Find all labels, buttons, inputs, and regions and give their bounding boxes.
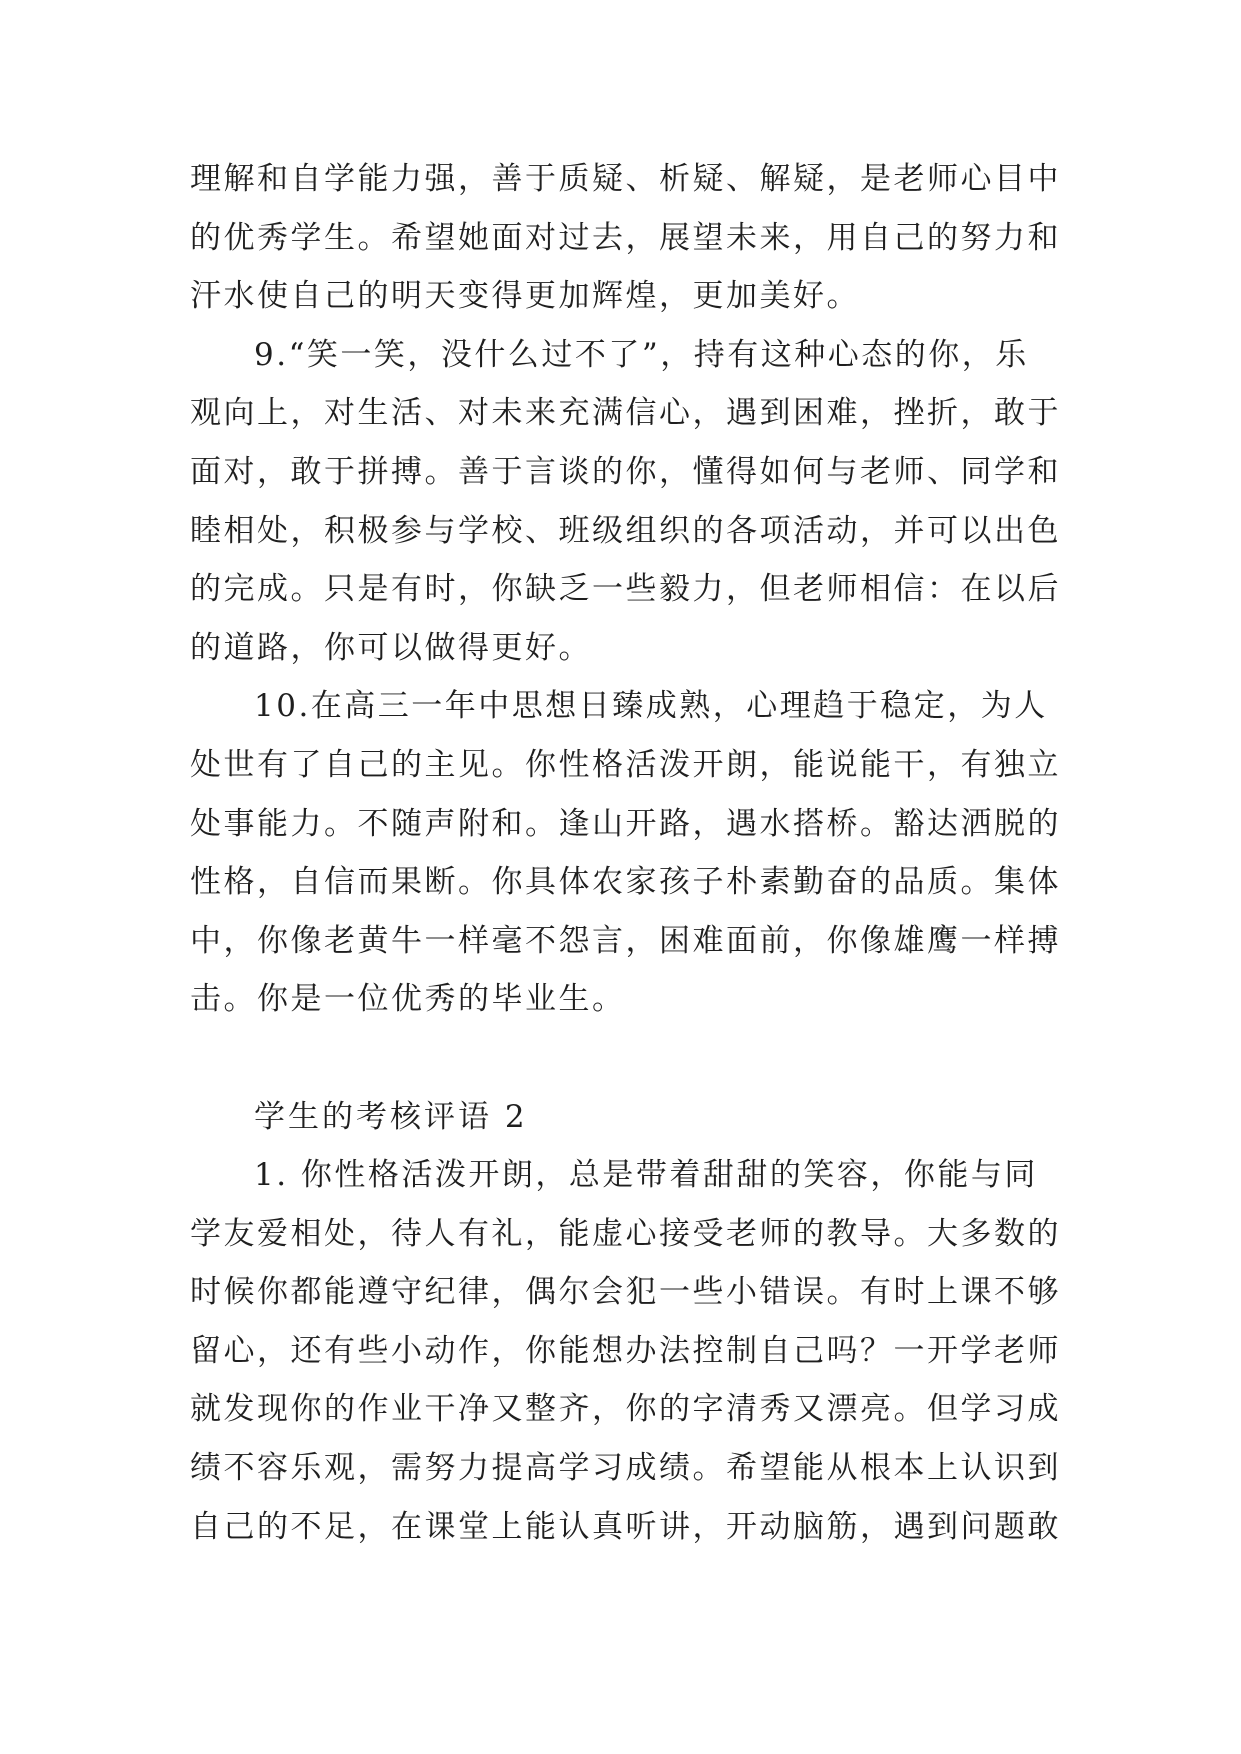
paragraph-line: 绩不容乐观，需努力提高学习成绩。希望能从根本上认识到 [190, 1450, 1061, 1487]
paragraph-line: 理解和自学能力强，善于质疑、析疑、解疑，是老师心目中 [190, 161, 1061, 197]
paragraph-line: 击。你是一位优秀的毕业生。 [190, 981, 626, 1018]
paragraph-line: 观向上，对生活、对未来充满信心，遇到困难，挫折，敢于 [190, 395, 1061, 432]
paragraph-line: 性格，自信而果断。你具体农家孩子朴素勤奋的品质。集体 [190, 864, 1061, 901]
paragraph-line: 的优秀学生。希望她面对过去，展望未来，用自己的努力和 [190, 219, 1061, 256]
paragraph-line: 中，你像老黄牛一样毫不怨言，困难面前，你像雄鹰一样搏 [190, 922, 1061, 959]
section-heading: 学生的考核评语 2 [254, 1098, 528, 1135]
paragraph-line: 的道路，你可以做得更好。 [190, 629, 592, 666]
paragraph-line: 的完成。只是有时，你缺乏一些毅力，但老师相信：在以后 [190, 571, 1061, 608]
paragraph-line: 学友爱相处，待人有礼，能虚心接受老师的教导。大多数的 [190, 1215, 1061, 1252]
paragraph-first-line-item-1: 1. 你性格活泼开朗，总是带着甜甜的笑容，你能与同 [254, 1157, 1038, 1194]
paragraph-first-line-item-9: 9.“笑一笑，没什么过不了”，持有这种心态的你，乐 [254, 336, 1029, 373]
paragraph-line: 汗水使自己的明天变得更加辉煌，更加美好。 [190, 278, 860, 315]
paragraph-first-line-item-10: 10.在高三一年中思想日臻成熟，心理趋于稳定，为人 [254, 688, 1048, 725]
paragraph-line: 就发现你的作业干净又整齐，你的字清秀又漂亮。但学习成 [190, 1391, 1061, 1428]
paragraph-line: 处世有了自己的主见。你性格活泼开朗，能说能干，有独立 [190, 746, 1061, 783]
blank-line [190, 1029, 1050, 1088]
paragraph-line: 面对，敢于拼搏。善于言谈的你，懂得如何与老师、同学和 [190, 453, 1061, 490]
paragraph-line: 自己的不足，在课堂上能认真听讲，开动脑筋，遇到问题敢 [190, 1508, 1061, 1545]
paragraph-line: 留心，还有些小动作，你能想办法控制自己吗？一开学老师 [190, 1332, 1061, 1369]
paragraph-line: 时候你都能遵守纪律，偶尔会犯一些小错误。有时上课不够 [190, 1274, 1061, 1311]
paragraph-line: 处事能力。不随声附和。逢山开路，遇水搭桥。豁达洒脱的 [190, 805, 1061, 842]
document-body [190, 150, 1061, 1556]
paragraph-line: 睦相处，积极参与学校、班级组织的各项活动，并可以出色 [190, 512, 1061, 549]
